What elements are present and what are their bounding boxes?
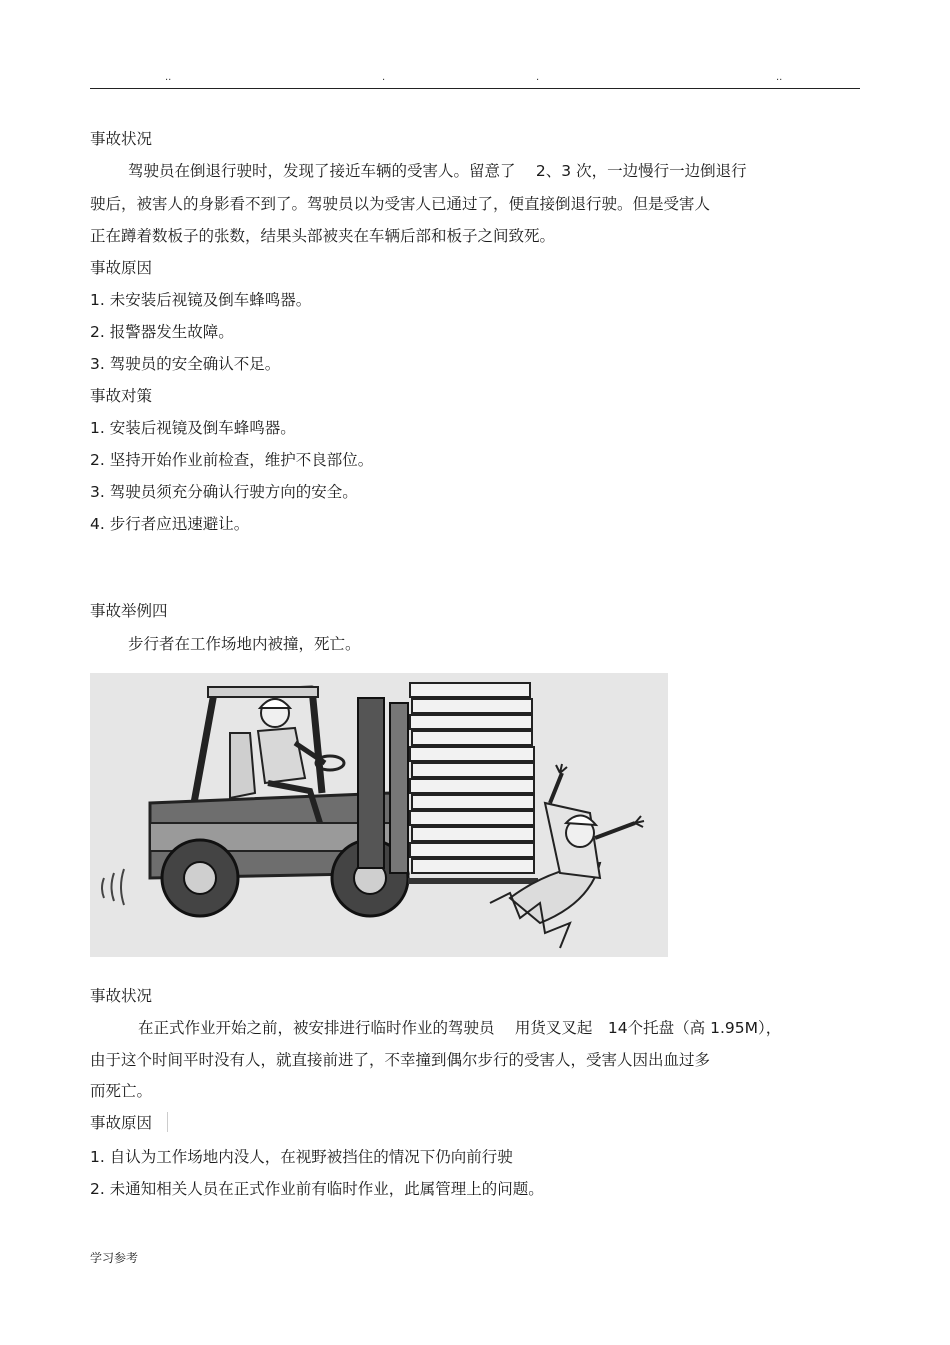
- paragraph-line: 驶后，被害人的身影看不到了。驾驶员以为受害人已通过了，便直接倒退行驶。但是受害人: [90, 195, 711, 213]
- example-title: 事故举例四: [90, 602, 168, 620]
- list-item: 2. 未通知相关人员在正式作业前有临时作业，此属管理上的问题。: [90, 1180, 544, 1198]
- list-item: 1. 安装后视镜及倒车蜂鸣器。: [90, 419, 296, 437]
- list-item: 3. 驾驶员的安全确认不足。: [90, 355, 281, 373]
- section-heading-cause: 事故原因: [90, 259, 153, 277]
- example-summary: 步行者在工作场地内被撞，死亡。: [128, 635, 361, 653]
- list-item: 2. 报警器发生故障。: [90, 323, 234, 341]
- forklift-accident-illustration: [90, 673, 668, 957]
- paragraph-line: 正在蹲着数板子的张数，结果头部被夹在车辆后部和板子之间致死。: [90, 227, 556, 245]
- paragraph-line: 驾驶员在倒退行驶时，发现了接近车辆的受害人。留意了 2、3 次，一边慢行一边倒退行: [128, 162, 747, 180]
- header-mark: ..: [776, 72, 783, 83]
- section-heading-status: 事故状况: [90, 130, 153, 148]
- paragraph-line: 由于这个时间平时没有人，就直接前进了，不幸撞到偶尔步行的受害人，受害人因出血过多: [90, 1051, 711, 1069]
- list-item: 4. 步行者应迅速避让。: [90, 515, 250, 533]
- section-heading-status: 事故状况: [90, 987, 153, 1005]
- list-item: 1. 自认为工作场地内没人，在视野被挡住的情况下仍向前行驶: [90, 1148, 513, 1166]
- page-header-marks: [90, 72, 860, 86]
- list-item: 1. 未安装后视镜及倒车蜂鸣器。: [90, 291, 312, 309]
- text-cursor-mark: [167, 1112, 168, 1132]
- list-item: 3. 驾驶员须充分确认行驶方向的安全。: [90, 483, 358, 501]
- paragraph-line: 在正式作业开始之前，被安排进行临时作业的驾驶员 用货叉叉起 14个托盘（高 1.95M），: [138, 1019, 782, 1037]
- forklift-illustration-icon: [90, 673, 668, 957]
- header-mark: .: [382, 72, 386, 83]
- header-rule: [90, 88, 860, 89]
- section-heading-measure: 事故对策: [90, 387, 153, 405]
- page-footer: 学习参考: [90, 1251, 139, 1265]
- paragraph-line: 而死亡。: [90, 1082, 153, 1100]
- header-mark: ..: [165, 72, 172, 83]
- section-heading-cause: 事故原因: [90, 1114, 153, 1132]
- header-mark: .: [536, 72, 540, 83]
- list-item: 2. 坚持开始作业前检查，维护不良部位。: [90, 451, 374, 469]
